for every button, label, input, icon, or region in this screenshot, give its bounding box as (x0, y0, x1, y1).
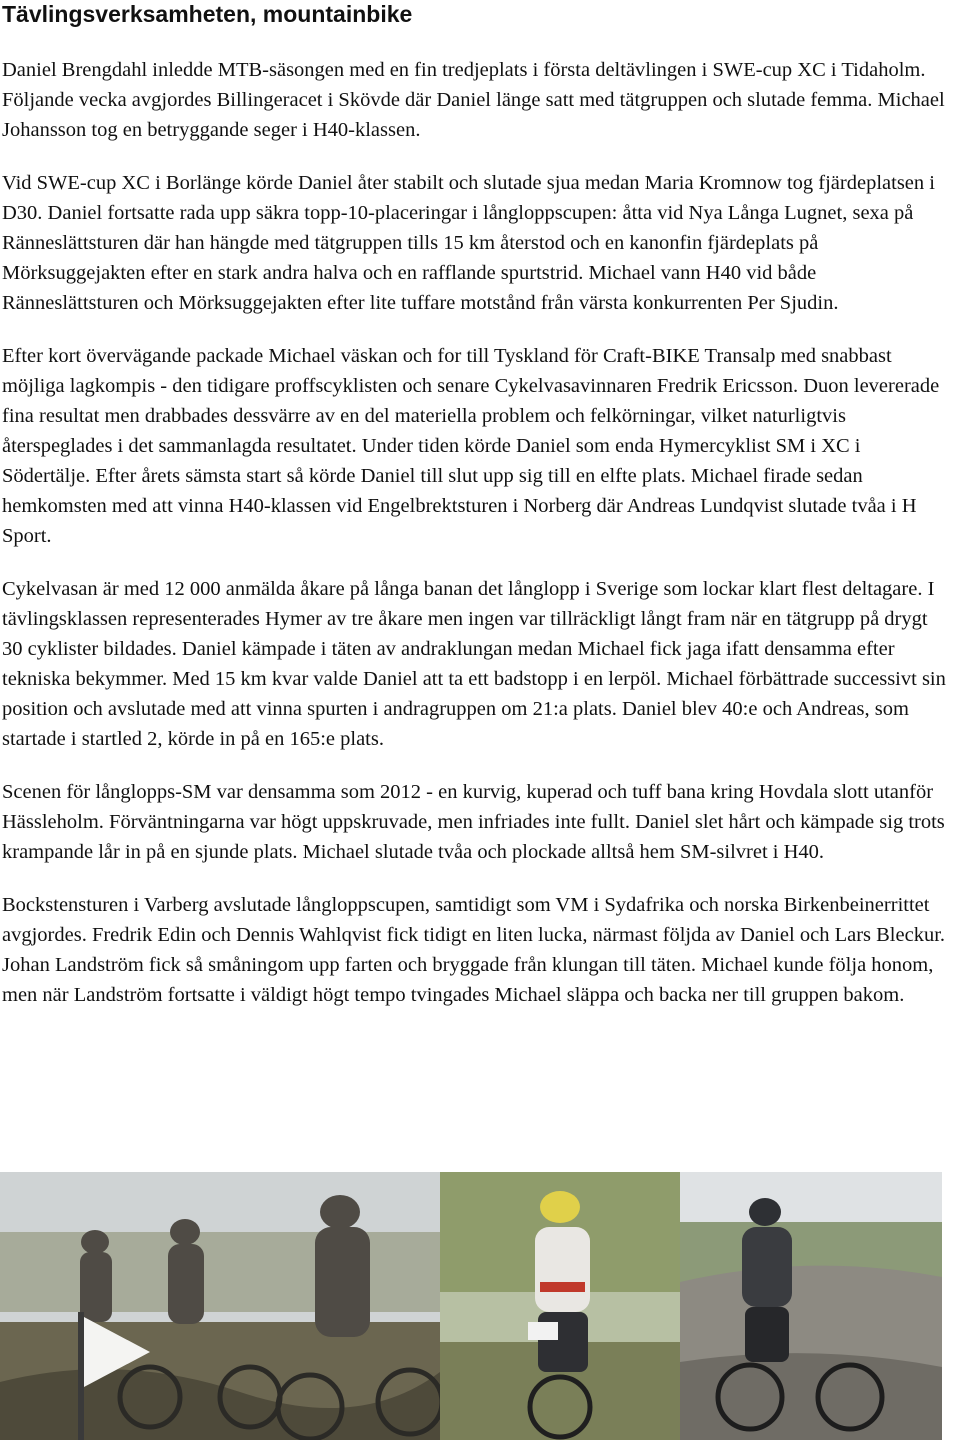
race-photo-rider-gravel (680, 1172, 942, 1440)
paragraph-2: Vid SWE-cup XC i Borlänge körde Daniel åter stabilt och slutade sjua medan Maria Kromnow tog fjärdeplatsen i D30. Daniel fortsatte rada upp säkra topp-10-placeringar i långloppscupen: åtta vid Nya Långa Lugnet, sexa på Ränneslättsturen där han hängde med tätgruppen tills 15 km återstod och en kanonfin fjärdeplats på Mörksuggejakten efter en stark andra halva och en rafflande spurtstrid. Michael vann H40 vid både Ränneslättsturen och Mörksuggejakten efter lite tuffare motstånd från värsta konkurrenten Per Sjudin. (2, 172, 935, 314)
paragraph-5: Scenen för långlopps-SM var densamma som 2012 - en kurvig, kuperad och tuff bana kring Hovdala slott utanför Hässleholm. Förväntningarna var högt uppskruvade, men infriades inte fullt. Daniel slet hårt och kämpade sig trots krampande lår in på en sjunde plats. Michael slutade tvåa och plockade alltså hem SM-silvret i H40. (2, 781, 945, 863)
article-body (2, 55, 952, 1033)
race-photo-rider-white-jersey (440, 1172, 680, 1440)
race-photo-muddy-riders (0, 1172, 440, 1440)
paragraph-3: Efter kort övervägande packade Michael väskan och for till Tyskland för Craft-BIKE Transalp med snabbast möjliga lagkompis - den tidigare proffscyklisten och senare Cykelvasavinnaren Fredrik Ericsson. Duon levererade fina resultat men drabbades dessvärre av en del materiella problem och felkörningar, vilket naturligtvis återspeglades i det sammanlagda resultatet. Under tiden körde Daniel som enda Hymercyklist SM i XC i Södertälje. Efter årets sämsta start så körde Daniel till slut upp sig till en elfte plats. Michael firade sedan hemkomsten med att vinna H40-klassen vid Engelbrektsturen i Norberg där Andreas Lundqvist slutade tvåa i H Sport. (2, 345, 940, 547)
page-title: Tävlingsverksamheten, mountainbike (2, 1, 413, 27)
paragraph-1: Daniel Brengdahl inledde MTB-säsongen med en fin tredjeplats i första deltävlingen i SWE-cup XC i Tidaholm. Följande vecka avgjordes Billingeracet i Skövde där Daniel länge satt med tätgruppen och slutade femma. Michael Johansson tog en betryggande seger i H40-klassen. (2, 59, 945, 141)
photo-strip (0, 1172, 942, 1440)
paragraph-4: Cykelvasan är med 12 000 anmälda åkare på långa banan det långlopp i Sverige som lockar klart flest deltagare. I tävlingsklassen representerades Hymer av tre åkare men ingen var tillräckligt långt fram när en tätgrupp på drygt 30 cyklister bildades. Daniel kämpade i täten av andraklungan medan Michael fick jaga ifatt densamma efter tekniska bekymmer. Med 15 km kvar valde Daniel att ta ett badstopp i en lerpöl. Michael förbättrade successivt sin position och avslutade med att vinna spurten i andragruppen om 21:a plats. Daniel blev 40:e och Andreas, som startade i startled 2, körde in på en 165:e plats. (2, 578, 946, 750)
paragraph-6: Bockstensturen i Varberg avslutade långloppscupen, samtidigt som VM i Sydafrika och norska Birkenbeinerrittet avgjordes. Fredrik Edin och Dennis Wahlqvist fick tidigt en liten lucka, närmast följda av Daniel och Lars Bleckur. Johan Landström fick så småningom upp farten och bryggade från klungan till täten. Michael kunde följa honom, men när Landström fortsatte i väldigt högt tempo tvingades Michael släppa och backa ner till gruppen bakom. (2, 894, 946, 1006)
